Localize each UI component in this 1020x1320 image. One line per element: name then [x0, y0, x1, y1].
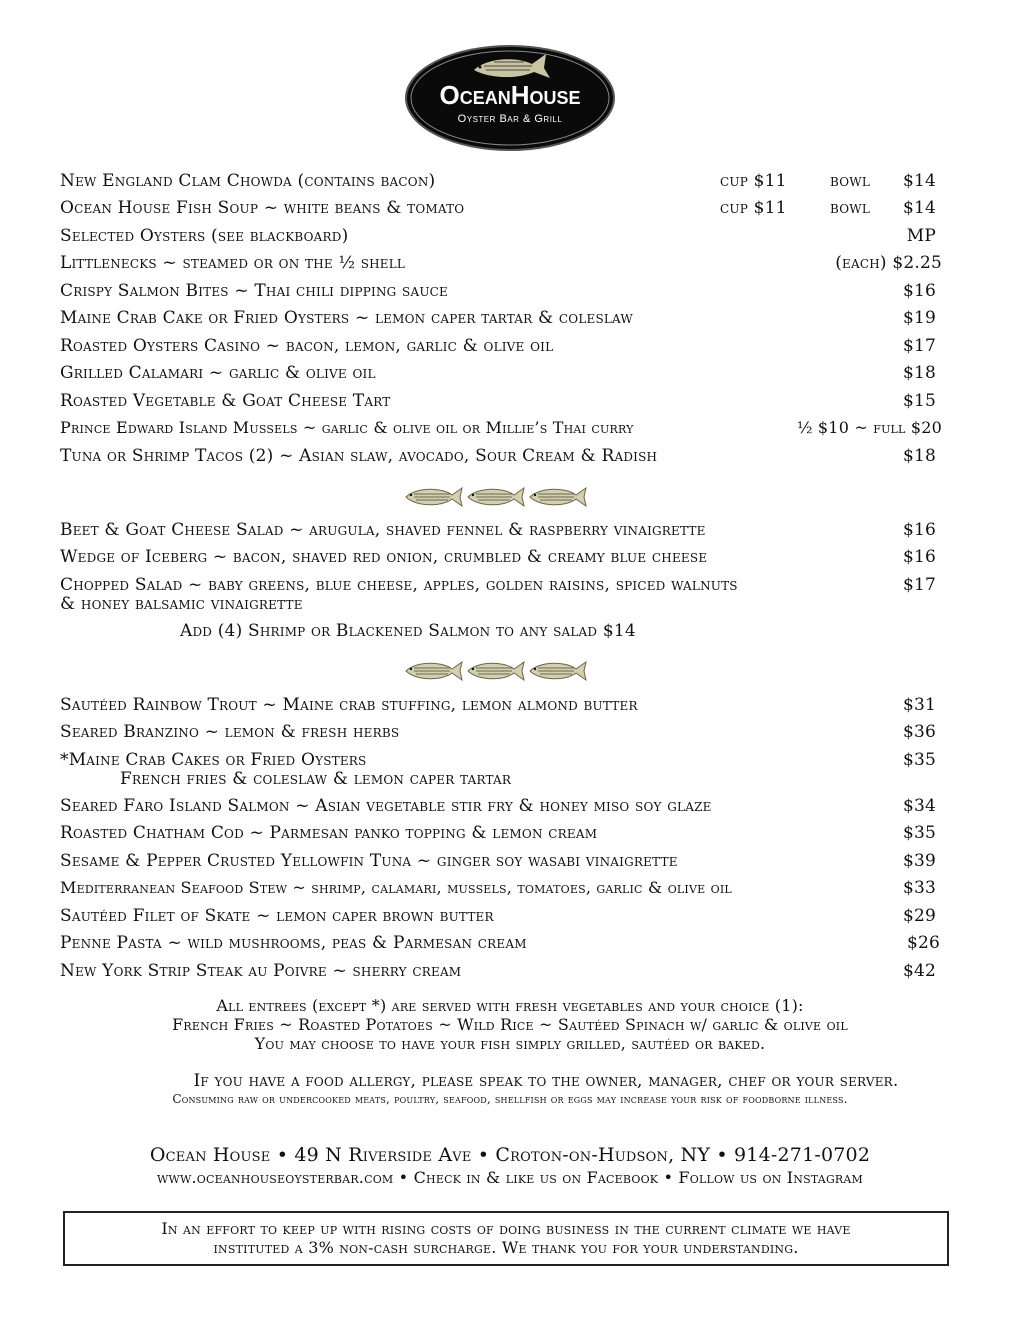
- item-price: MP: [906, 226, 936, 246]
- item-price: $15: [902, 391, 936, 411]
- fish-icon: [466, 658, 526, 684]
- item-name: Roasted Chatham Cod ~ Parmesan panko topping & lemon cream: [60, 823, 598, 843]
- menu-item: [60, 224, 950, 248]
- item-name: Maine Crab Cake or Fried Oysters ~ lemon caper tartar & coleslaw: [60, 308, 633, 328]
- item-price: ½ $10 ~ full $20: [796, 418, 942, 437]
- menu-item: [60, 904, 950, 928]
- item-name: Penne Pasta ~ wild mushrooms, peas & Parmesan cream: [60, 933, 527, 953]
- surcharge-line-1: In an effort to keep up with rising costs of doing business in the current climate we have: [161, 1219, 851, 1238]
- item-name: Roasted Oysters Casino ~ bacon, lemon, garlic & olive oil: [60, 336, 554, 356]
- item-price: $29: [902, 906, 936, 926]
- item-name: Ocean House Fish Soup ~ white beans & tomato: [60, 198, 465, 218]
- item-price: $16: [902, 281, 936, 301]
- cup-price: cup $11: [720, 198, 787, 218]
- item-price: $18: [902, 363, 936, 383]
- menu-item: [60, 876, 950, 900]
- item-price: $36: [902, 722, 936, 742]
- item-name: Wedge of Iceberg ~ bacon, shaved red onion, crumbled & creamy blue cheese: [60, 547, 708, 567]
- logo-title: OceanHouse: [439, 80, 581, 110]
- menu-item: [60, 361, 950, 385]
- item-price: $17: [902, 336, 936, 356]
- item-name: Chopped Salad ~ baby greens, blue cheese, apples, golden raisins, spiced walnuts: [60, 575, 738, 595]
- item-price: $19: [902, 308, 936, 328]
- social-links: www.oceanhouseoysterbar.com • Check in & like us on Facebook • Follow us on Instagram: [156, 1168, 864, 1187]
- item-price: $18: [902, 446, 936, 466]
- entree-sides: French Fries ~ Roasted Potatoes ~ Wild Rice ~ Sautéed Spinach w/ garlic & olive oil: [172, 1015, 848, 1034]
- menu-item: [60, 931, 950, 955]
- item-price: $14: [902, 171, 936, 191]
- item-name: Tuna or Shrimp Tacos (2) ~ Asian slaw, avocado, Sour Cream & Radish: [60, 446, 658, 466]
- menu-item: [60, 720, 950, 744]
- item-price: $35: [902, 750, 936, 770]
- menu-item: [60, 334, 950, 358]
- salad-addon: Add (4) Shrimp or Blackened Salmon to any salad $14: [180, 621, 636, 641]
- entree-prep-note: You may choose to have your fish simply grilled, sautéed or baked.: [254, 1034, 766, 1053]
- menu-item: [60, 306, 950, 330]
- menu-item: [60, 748, 950, 792]
- item-price: $17: [902, 575, 936, 595]
- menu-item: [60, 821, 950, 845]
- logo-subtitle: Oyster Bar & Grill: [457, 113, 563, 125]
- item-price: $35: [902, 823, 936, 843]
- restaurant-contact: Ocean House • 49 N Riverside Ave • Croton-on-Hudson, NY • 914-271-0702: [149, 1144, 871, 1166]
- menu-item: [60, 169, 950, 193]
- menu-item: [60, 279, 950, 303]
- item-name: Beet & Goat Cheese Salad ~ arugula, shaved fennel & raspberry vinaigrette: [60, 520, 706, 540]
- menu-item: [60, 416, 950, 440]
- item-description: & honey balsamic vinaigrette: [60, 594, 303, 614]
- surcharge-line-2: instituted a 3% non-cash surcharge. We thank you for your understanding.: [213, 1238, 799, 1257]
- menu-item: [60, 849, 950, 873]
- item-price: $26: [906, 933, 940, 953]
- item-price: $16: [902, 520, 936, 540]
- fish-divider: [404, 658, 594, 684]
- item-name: Littlenecks ~ steamed or on the ½ shell: [60, 253, 406, 273]
- menu-item: [60, 389, 950, 413]
- item-name: Selected Oysters (see blackboard): [60, 226, 349, 246]
- fish-icon: [404, 658, 464, 684]
- item-name: Seared Faro Island Salmon ~ Asian vegetable stir fry & honey miso soy glaze: [60, 796, 712, 816]
- item-price: $34: [902, 796, 936, 816]
- menu-item: [60, 444, 950, 468]
- item-price: $42: [902, 961, 936, 981]
- item-name: *Maine Crab Cakes or Fried Oysters: [60, 750, 367, 770]
- bowl-label: bowl: [830, 171, 870, 191]
- allergy-notice: If you have a food allergy, please speak to the owner, manager, chef or your server.: [193, 1071, 899, 1091]
- item-price: $39: [902, 851, 936, 871]
- fish-icon: [528, 658, 588, 684]
- item-name: Sautéed Filet of Skate ~ lemon caper brown butter: [60, 906, 494, 926]
- item-price: $33: [902, 878, 936, 898]
- item-price: (each) $2.25: [835, 253, 942, 273]
- menu-item: [60, 545, 950, 569]
- fish-icon: [528, 484, 588, 510]
- fish-icon: [404, 484, 464, 510]
- fish-divider: [404, 484, 594, 510]
- item-name: Seared Branzino ~ lemon & fresh herbs: [60, 722, 400, 742]
- item-name: Prince Edward Island Mussels ~ garlic & olive oil or Millie’s Thai curry: [60, 418, 634, 437]
- item-price: $14: [902, 198, 936, 218]
- item-name: Grilled Calamari ~ garlic & olive oil: [60, 363, 376, 383]
- menu-item: [60, 573, 950, 617]
- item-name: Crispy Salmon Bites ~ Thai chili dipping sauce: [60, 281, 448, 301]
- item-price: $16: [902, 547, 936, 567]
- ocean-house-logo: [404, 44, 616, 152]
- menu-item: [60, 794, 950, 818]
- menu-item: [60, 693, 950, 717]
- item-name: New England Clam Chowda (contains bacon): [60, 171, 436, 191]
- fish-icon: [466, 484, 526, 510]
- raw-food-warning: Consuming raw or undercooked meats, poultry, seafood, shellfish or eggs may increase your risk of foodborne illness.: [172, 1092, 848, 1106]
- menu-item: [60, 196, 950, 220]
- item-name: Sautéed Rainbow Trout ~ Maine crab stuffing, lemon almond butter: [60, 695, 638, 715]
- item-name: Sesame & Pepper Crusted Yellowfin Tuna ~ ginger soy wasabi vinaigrette: [60, 851, 678, 871]
- item-name: New York Strip Steak au Poivre ~ sherry cream: [60, 961, 462, 981]
- surcharge-notice-box: [63, 1211, 949, 1266]
- bowl-label: bowl: [830, 198, 870, 218]
- cup-price: cup $11: [720, 171, 787, 191]
- menu-item: [60, 959, 950, 983]
- item-name: Roasted Vegetable & Goat Cheese Tart: [60, 391, 391, 411]
- menu-item: [60, 518, 950, 542]
- item-description: French fries & coleslaw & lemon caper tartar: [120, 769, 512, 789]
- item-name: Mediterranean Seafood Stew ~ shrimp, calamari, mussels, tomatoes, garlic & olive oil: [60, 878, 732, 897]
- entree-note: All entrees (except *) are served with fresh vegetables and your choice (1):: [216, 996, 804, 1015]
- item-price: $31: [902, 695, 936, 715]
- menu-item: [60, 251, 950, 275]
